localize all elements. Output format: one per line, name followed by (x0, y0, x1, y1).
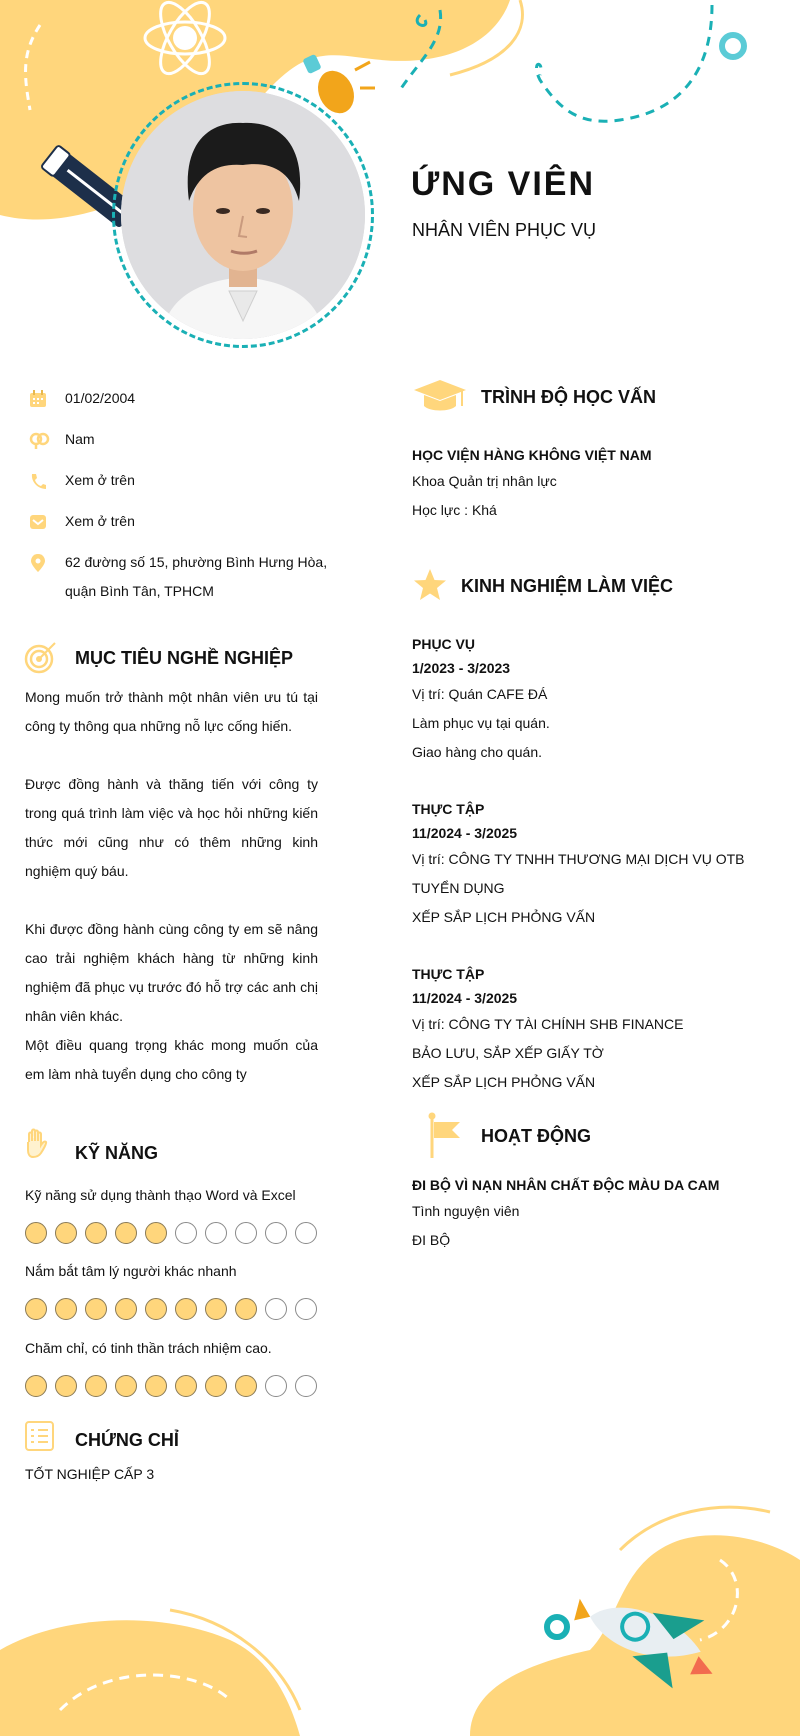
certificate-list-icon (24, 1420, 56, 1452)
graduation-cap-icon (412, 378, 468, 414)
rating-dot-filled (25, 1298, 47, 1320)
address-value: 62 đường số 15, phường Bình Hưng Hòa, quận Bình Tân, TPHCM (65, 554, 328, 599)
objective-title: MỤC TIÊU NGHỀ NGHIỆP (75, 648, 294, 668)
rating-dot-filled (145, 1222, 167, 1244)
objective-paragraph-2: Được đồng hành và thăng tiến với công ty trong quá trình làm việc và học hỏi những kiến thức mới cũng như có thêm những kinh nghiệm quý báu. (25, 776, 318, 879)
rating-dot-filled (145, 1375, 167, 1397)
star-icon (412, 568, 448, 602)
rating-dot-filled (55, 1375, 77, 1397)
rating-dot-filled (85, 1298, 107, 1320)
phone-icon (25, 466, 65, 495)
job-period: 11/2024 - 3/2025 (412, 825, 518, 841)
job-entry (412, 632, 772, 767)
location-pin-icon (25, 548, 65, 577)
job-line: Vị trí: Quán CAFE ĐÁ (412, 686, 548, 702)
gender-icon (25, 425, 65, 454)
job-title: THỰC TẬP (412, 801, 485, 817)
rating-dot-empty (265, 1298, 287, 1320)
rating-dot-filled (235, 1375, 257, 1397)
rating-dot-filled (115, 1222, 137, 1244)
education-block (412, 443, 772, 525)
rating-dot-empty (295, 1375, 317, 1397)
rating-dot-filled (85, 1222, 107, 1244)
avatar (121, 91, 365, 339)
activity-detail: ĐI BỘ (412, 1232, 451, 1248)
job-line: XẾP SẮP LỊCH PHỎNG VẤN (412, 909, 596, 925)
skill-label: Chăm chỉ, có tinh thần trách nhiệm cao. (25, 1340, 272, 1356)
objective-paragraph-3: Khi được đồng hành cùng công ty em sẽ nâng cao trải nghiệm khách hàng từ những kinh nghiệm đã phục vụ trước đó hỗ trợ các anh chị nhân viên khác. (25, 921, 318, 1024)
job-line: BẢO LƯU, SẮP XẾP GIẤY TỜ (412, 1045, 604, 1061)
gender-value: Nam (65, 431, 95, 447)
activity-role: Tình nguyện viên (412, 1203, 520, 1219)
skills-title: KỸ NĂNG (75, 1143, 159, 1163)
rating-dot-empty (235, 1222, 257, 1244)
rating-dot-empty (265, 1222, 287, 1244)
job-line: XẾP SẮP LỊCH PHỎNG VẤN (412, 1074, 596, 1090)
rating-dot-empty (205, 1222, 227, 1244)
bottom-decoration (0, 1500, 800, 1736)
job-title: PHỤC VỤ (412, 636, 476, 652)
job-line: Vị trí: CÔNG TY TNHH THƯƠNG MẠI DỊCH VỤ OTB (412, 851, 745, 867)
email-row (25, 507, 341, 536)
certificates-title: CHỨNG CHỈ (75, 1430, 179, 1450)
rating-dot-filled (115, 1375, 137, 1397)
rating-dot-empty (175, 1222, 197, 1244)
hand-icon (24, 1128, 52, 1162)
rating-dot-filled (205, 1298, 227, 1320)
skill-label: Nắm bắt tâm lý người khác nhanh (25, 1263, 237, 1279)
email-value: Xem ở trên (65, 513, 135, 529)
objective-paragraph-4: Một điều quang trọng khác mong muốn của em làm nhà tuyển dụng cho công ty (25, 1037, 318, 1082)
activities-title: HOẠT ĐỘNG (481, 1126, 591, 1146)
education-title: TRÌNH ĐỘ HỌC VẤN (481, 387, 656, 407)
avatar-frame (112, 82, 374, 348)
job-entry (412, 962, 772, 1097)
rating-dot-filled (175, 1375, 197, 1397)
objective-paragraph-1: Mong muốn trở thành một nhân viên ưu tú tại công ty thông qua những nỗ lực cống hiến. (25, 689, 318, 734)
rating-dot-filled (145, 1298, 167, 1320)
birthday-value: 01/02/2004 (65, 390, 136, 406)
education-major: Khoa Quản trị nhân lực (412, 473, 557, 489)
job-line: Giao hàng cho quán. (412, 744, 542, 760)
target-icon (24, 640, 58, 674)
rating-dot-filled (85, 1375, 107, 1397)
activity-entry (412, 1173, 772, 1255)
candidate-name: ỨNG VIÊN (411, 165, 596, 203)
job-period: 11/2024 - 3/2025 (412, 990, 518, 1006)
rating-dot-filled (175, 1298, 197, 1320)
education-grade: Học lực : Khá (412, 502, 497, 518)
rating-dot-empty (295, 1222, 317, 1244)
flag-icon (424, 1112, 464, 1160)
job-line: Làm phục vụ tại quán. (412, 715, 550, 731)
calendar-icon (25, 384, 65, 413)
skill-rating (25, 1298, 317, 1320)
job-line: Vị trí: CÔNG TY TÀI CHÍNH SHB FINANCE (412, 1016, 684, 1032)
skill-label: Kỹ năng sử dụng thành thạo Word và Excel (25, 1187, 296, 1203)
rating-dot-filled (25, 1375, 47, 1397)
phone-row (25, 466, 341, 495)
email-icon (25, 507, 65, 536)
skill-rating (25, 1375, 317, 1397)
job-entry (412, 797, 772, 932)
job-title: THỰC TẬP (412, 966, 485, 982)
certificate-item: TỐT NGHIỆP CẤP 3 (25, 1466, 155, 1482)
gender-row (25, 425, 341, 454)
rating-dot-filled (55, 1222, 77, 1244)
rating-dot-empty (295, 1298, 317, 1320)
rating-dot-filled (25, 1222, 47, 1244)
job-line: TUYỂN DỤNG (412, 880, 505, 896)
rating-dot-filled (55, 1298, 77, 1320)
experience-title: KINH NGHIỆM LÀM VIỆC (461, 576, 674, 596)
rating-dot-filled (205, 1375, 227, 1397)
rating-dot-filled (235, 1298, 257, 1320)
skill-rating (25, 1222, 317, 1244)
address-row (25, 548, 341, 606)
rating-dot-filled (115, 1298, 137, 1320)
candidate-position: NHÂN VIÊN PHỤC VỤ (412, 220, 597, 240)
activity-name: ĐI BỘ VÌ NẠN NHÂN CHẤT ĐỘC MÀU DA CAM (412, 1177, 720, 1193)
education-school: HỌC VIỆN HÀNG KHÔNG VIỆT NAM (412, 447, 652, 463)
phone-value: Xem ở trên (65, 472, 135, 488)
job-period: 1/2023 - 3/2023 (412, 660, 511, 676)
birthday-row (25, 384, 341, 413)
rating-dot-empty (265, 1375, 287, 1397)
